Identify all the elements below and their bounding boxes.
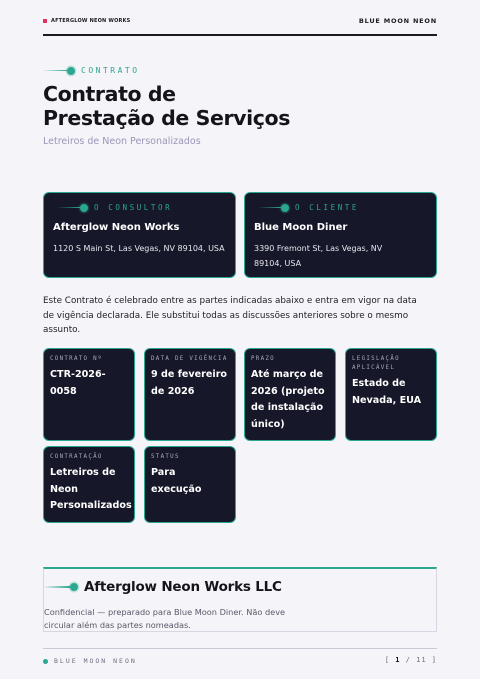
detail-label: LEGISLAÇÃO APLICÁVEL xyxy=(352,356,400,371)
connector-icon xyxy=(44,583,78,591)
page-header xyxy=(43,14,437,36)
detail-value: Para execução xyxy=(151,467,202,495)
detail-tile-contract-number xyxy=(43,348,135,441)
detail-tile-effective-date xyxy=(144,348,236,441)
detail-label: CONTRATAÇÃO xyxy=(50,454,103,460)
title-line-2: Prestação de Serviços xyxy=(43,106,290,130)
detail-tile-term xyxy=(244,348,336,441)
detail-value: 9 de fevereiro de 2026 xyxy=(151,369,228,397)
party-name: Afterglow Neon Works xyxy=(53,222,180,233)
brand-mark-icon xyxy=(43,19,47,23)
detail-tile-engagement xyxy=(43,446,135,523)
summary-block xyxy=(43,567,437,632)
party-address-line-2: 89104, USA xyxy=(254,259,302,268)
party-label: O CONSULTOR xyxy=(94,203,173,212)
page-title xyxy=(43,82,290,130)
detail-value: Letreiros de Neon Personalizados xyxy=(50,467,132,511)
detail-value: Estado de Nevada, EUA xyxy=(352,378,422,406)
page-subtitle: Letreiros de Neon Personalizados xyxy=(43,136,201,147)
detail-label: DATA DE VIGÊNCIA xyxy=(151,356,228,362)
party-name: Blue Moon Diner xyxy=(254,222,348,233)
party-address xyxy=(254,241,382,271)
connector-icon xyxy=(58,204,88,212)
title-line-1: Contrato de xyxy=(43,82,176,106)
eyebrow xyxy=(43,66,140,75)
party-label: O CLIENTE xyxy=(295,203,360,212)
header-brand xyxy=(43,18,130,24)
detail-tile-governing-law xyxy=(345,348,437,441)
detail-label: PRAZO xyxy=(251,356,275,362)
header-client-name: BLUE MOON NEON xyxy=(358,17,437,25)
footer-dot-icon xyxy=(43,659,48,664)
intro-paragraph: Este Contrato é celebrado entre as partes indicadas abaixo e entra em vigor na data de vigência declarada. Ele substitui todas as discussões anteriores sobre o mesmo assunto. xyxy=(43,296,417,335)
footer-brand: BLUE MOON NEON xyxy=(54,657,137,665)
detail-tile-status xyxy=(144,446,236,523)
page-footer xyxy=(43,648,437,668)
connector-icon xyxy=(259,204,289,212)
party-card-client xyxy=(244,192,437,278)
party-card-consultant xyxy=(43,192,236,278)
detail-label: STATUS xyxy=(151,454,180,460)
header-brand-name: AFTERGLOW NEON WORKS xyxy=(51,18,131,24)
eyebrow-label: CONTRATO xyxy=(81,66,140,75)
page-number: [ 1 / 11 ] xyxy=(384,656,437,664)
detail-value: CTR-2026-0058 xyxy=(50,369,106,397)
connector-icon xyxy=(43,67,75,75)
detail-label: CONTRATO Nº xyxy=(50,356,103,362)
party-address-line-1: 3390 Fremont St, Las Vegas, NV xyxy=(254,244,383,253)
current-page: 1 xyxy=(395,656,401,664)
summary-company-name: Afterglow Neon Works LLC xyxy=(84,579,282,595)
confidential-note: Confidencial — preparado para Blue Moon Diner. Não deve circular além das partes nomeadas. xyxy=(44,607,286,630)
party-address: 1120 S Main St, Las Vegas, NV 89104, USA xyxy=(53,244,225,253)
total-pages: 11 xyxy=(416,656,427,664)
detail-value: Até março de 2026 (projeto de instalação único) xyxy=(251,369,325,430)
